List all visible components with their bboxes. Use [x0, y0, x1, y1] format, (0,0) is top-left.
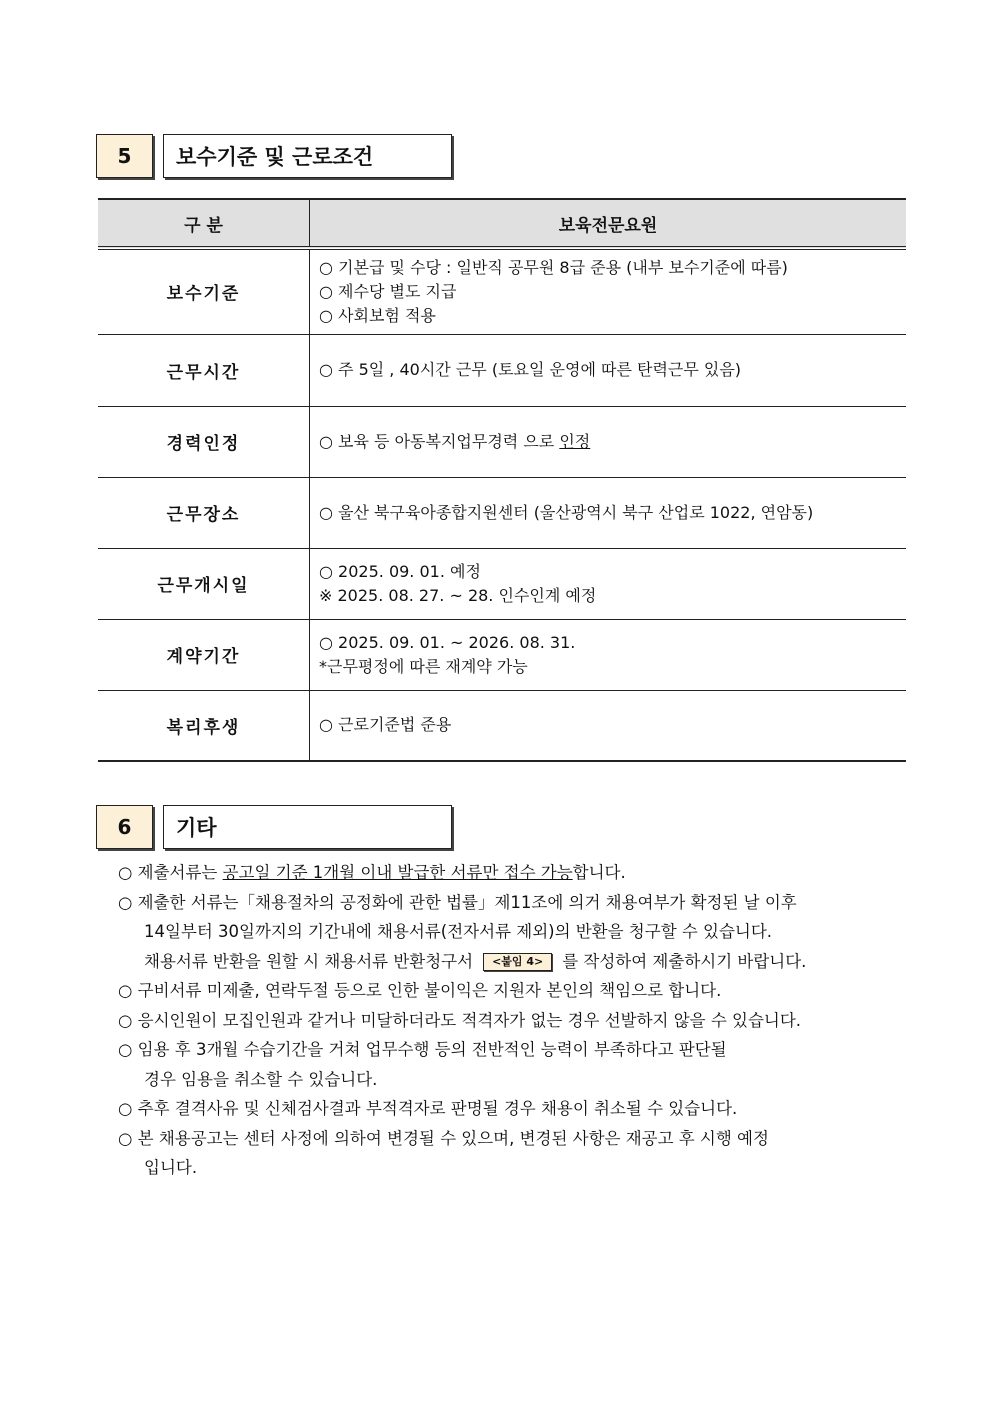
row-line: ※ 2025. 08. 27. ~ 28. 인수인계 예정 — [319, 585, 597, 605]
row-line: ○ 2025. 09. 01. 예정 — [319, 561, 481, 581]
row-line: ○ 근로기준법 준용 — [319, 715, 452, 735]
table-row — [98, 406, 906, 477]
section-number: 5 — [96, 134, 153, 178]
notes-list — [118, 858, 898, 1183]
table-row — [98, 690, 906, 761]
table-row — [98, 548, 906, 619]
note-item: ○ 본 채용공고는 센터 사정에 의하여 변경될 수 있으며, 변경된 사항은 재공고 후 시행 예정 — [118, 1128, 769, 1148]
note-underlined: 공고일 기준 1개월 이내 발급한 서류만 접수 가능 — [222, 863, 573, 882]
note-continuation — [118, 947, 898, 977]
note-item: ○ 추후 결격사유 및 신체검사결과 부적격자로 판명될 경우 채용이 취소될 수 있습니다. — [118, 1099, 738, 1118]
row-label: 보수기준 — [98, 248, 310, 334]
table-row — [98, 619, 906, 690]
table-header-row — [98, 199, 906, 248]
row-content — [310, 690, 907, 761]
row-content — [310, 248, 907, 334]
row-content — [310, 619, 907, 690]
row-label: 근무개시일 — [98, 548, 310, 619]
note-continuation: 경우 임용을 취소할 수 있습니다. — [144, 1069, 378, 1089]
row-line: ○ 제수당 별도 지급 — [319, 281, 457, 301]
row-content — [310, 334, 907, 406]
row-label: 근무장소 — [98, 477, 310, 548]
table-row — [98, 334, 906, 406]
row-line: ○ 기본급 및 수당 : 일반직 공무원 8급 준용 (내부 보수기준에 따름) — [319, 257, 788, 277]
conditions-table — [98, 198, 906, 762]
section-title: 기타 — [163, 805, 452, 849]
row-label: 경력인정 — [98, 406, 310, 477]
row-line: ○ 보육 등 아동복지업무경력 으로 — [319, 431, 560, 451]
note-item: ○ 제출한 서류는「채용절차의 공정화에 관한 법률」제11조에 의거 채용여부가 확정된 날 이후 — [118, 892, 797, 912]
row-label: 계약기간 — [98, 619, 310, 690]
row-line: ○ 울산 북구육아종합지원센터 (울산광역시 북구 산업로 1022, 연암동) — [319, 502, 814, 522]
note-item: ○ 구비서류 미제출, 연락두절 등으로 인한 불이익은 지원자 본인의 책임으로 합니다. — [118, 981, 722, 1000]
note-continuation: 입니다. — [144, 1158, 198, 1177]
note-continuation: 14일부터 30일까지의 기간내에 채용서류(전자서류 제외)의 반환을 청구할 수 있습니다. — [144, 922, 773, 941]
row-line: *근무평정에 따른 재계약 가능 — [319, 656, 528, 676]
note-text: 를 작성하여 제출하시기 바랍니다. — [562, 951, 807, 971]
header-position: 보육전문요원 — [310, 199, 907, 248]
row-line: ○ 주 5일 , 40시간 근무 (토요일 운영에 따른 탄력근무 있음) — [319, 360, 742, 379]
row-line: ○ 사회보험 적용 — [319, 305, 436, 325]
header-category: 구 분 — [98, 199, 310, 248]
row-line-underlined: 인정 — [559, 431, 591, 451]
note-item — [118, 858, 898, 888]
row-content — [310, 548, 907, 619]
row-label: 근무시간 — [98, 334, 310, 406]
note-text: 채용서류 반환을 원할 시 채용서류 반환청구서 — [144, 951, 474, 971]
note-text: 합니다. — [572, 863, 626, 882]
row-line: ○ 2025. 09. 01. ~ 2026. 08. 31. — [319, 632, 576, 652]
section-number: 6 — [96, 805, 153, 849]
note-text: ○ 제출서류는 — [118, 863, 223, 882]
row-content — [310, 477, 907, 548]
note-item: ○ 응시인원이 모집인원과 같거나 미달하더라도 적격자가 없는 경우 선발하지 않을 수 있습니다. — [118, 1010, 802, 1030]
table-row — [98, 248, 906, 334]
attachment-tag: <붙임 4> — [483, 953, 552, 971]
row-label: 복리후생 — [98, 690, 310, 761]
section-title: 보수기준 및 근로조건 — [163, 134, 452, 178]
table-row — [98, 477, 906, 548]
row-content — [310, 406, 907, 477]
note-item: ○ 임용 후 3개월 수습기간을 거쳐 업무수행 등의 전반적인 능력이 부족하다고 판단될 — [118, 1040, 727, 1059]
